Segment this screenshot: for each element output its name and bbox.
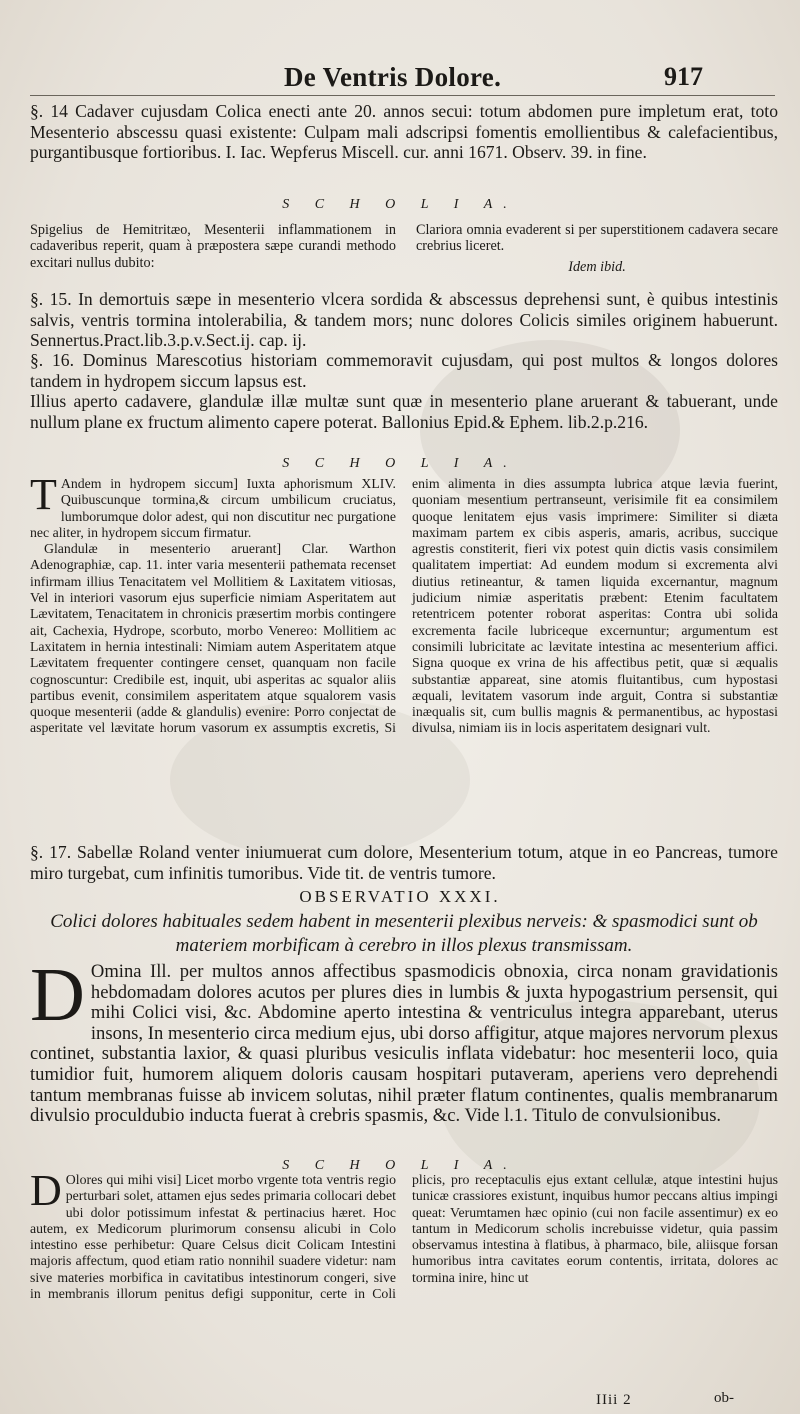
page-header <box>0 62 800 98</box>
drop-cap: D <box>30 953 85 1037</box>
observation-number: OBSERVATIO XXXI. <box>299 887 501 906</box>
observation-title: Colici dolores habituales sedem habent in mesenterii plexibus nerveis: & spasmodici sunt ob materiem morbificam à cerebro in illos plexus transmissam. <box>50 911 758 956</box>
scholia-block-3 <box>30 1166 778 1384</box>
paragraph-16-continued: Illius aperto cadavere, glandulæ illæ multæ sunt quæ in mesenterio plane aruerant & tabuerant, unde nullum plane ex fructum alimento capere poterat. Ballonius Epid.& Ephem. lib.2.p.216. <box>30 391 778 432</box>
paragraph-15: §. 15. In demortuis sæpe in mesenterio vlcera sordida & abscessus deprehensi sunt, è quibus intestinis salvis, ventris tormina intolerabilia, & tandem mors; nunc dolores Colicis similes originem habuerunt. Sennertus.Pract.lib.3.p.v.Sect.ij. cap. ij. <box>30 289 778 351</box>
drop-cap: T <box>30 470 57 519</box>
scholia-heading: S C H O L I A. <box>282 197 518 212</box>
page-number: 917 <box>664 62 703 91</box>
signature-mark: IIii 2 <box>596 1392 632 1408</box>
scholia-heading: S C H O L I A. <box>282 456 518 471</box>
scholia-block-2 <box>30 470 778 836</box>
header-rule <box>30 95 775 96</box>
observation-body: D Omina Ill. per multos annos affectibus spasmodicis obnoxia, circa nonam gravidationis hebdomadam dolores acutos per plures dies in lumbis & juxta hypogastrium persensit, qui mihi Colici visi, &c. Abdomine aperto intestina & ventriculus integra apparebant, uterus insons, In mesenterio circa medium ejus, ubi dorso affigitur, atque majores nervorum plexus continet, substantia laxior, & quasi pluribus vesiculis inflata videbatur: hoc mesenterii loco, quia tumidior fuit, humorem aliquem doloris causam hospitari putaveram, aperiens vero deprehendi tantum membranas fuisse ab invicem solutas, nihil præter flatum continentes, qualis membranarum divulsio proculdubio inducta fuerat à crebris spasmis, &c. Vide l.1. Titulo de convulsionibus. <box>30 953 778 1127</box>
scholia-3-paragraph-1: D Olores qui mihi visi] Licet morbo vrgente tota ventris regio perturbari solet, attamen ejus sedes primaria collocari debet ubi dolor potissimum infestat & pertinacius hæret. Hoc autem, ex Medicorum plurimorum consensu alicubi in Colo intestino esse perhibetur: Quare Celsus dicit Colicam Intestini majoris affectum, quod etiam ratio nonnihil suadere videtur: nam sive materies morbifica in cavitatibus intestinorum congeri, sive in membranis illorum penitus defigi supponitur, certe in Coli plicis, pro receptaculis ejus extant cellulæ, atque intestini hujus tunicæ crassiores existunt, inquibus humor peccans altius impingi queat: Verumtamen hæc opinio (cui non facile assentimur) ex eo tantum in Medicorum scholis increbuisse videtur, quia passim observamus intestina à flatibus, à pharmaco, bile, aliisque forsan humoribus intra cavitates eorum contentis, irritata, dolores ac tormina inire, hinc ut <box>30 1166 778 1302</box>
paragraph-17: §. 17. Sabellæ Roland venter iniumuerat cum dolore, Mesenterium totum, atque in eo Pancreas, tumore miro turgebat, cum infinitis tumoribus. Vide tit. de ventris tumore. <box>30 842 778 883</box>
running-title: De Ventris Dolore. <box>284 62 502 92</box>
scholia-heading: S C H O L I A. <box>282 1158 518 1173</box>
scholia-1-attribution: Idem ibid. <box>568 259 626 275</box>
scholia-2-paragraph-2: Glandulæ in mesenterio aruerant] Clar. Warthon Adenographiæ, cap. 11. inter varia mesenterii pathemata recenset infirmam illius Tenacitatem vel Mollitiem & Laxitatem vitiosas, Vel in interiori vasorum ejus superficie nimiam Asperitatem aut Lævitatem, Tenacitatem in chronicis præsertim morbis contingere ait, Cachexia, Hydrope, scorbuto, morbo Venereo: Mollitiem ac Laxitatem in hernia intestinali: Nimiam autem Asperitatem atque Lævitatem frequenter contingere censet, quanquam non facile cognoscuntur: Credibile est, inquit, ubi asperitas ac squalor aliis partibus evenit, consimilem asperitatem atque squalorem vasis quoque mesenterii (adde & glandulis) evenire: Porro conjectat de asperitate vel lævitate horum vasorum ex assumptis excretis, Si enim alimenta in dies assumpta lubrica atque lævia fuerint, quoniam mesentium pertranseunt, verisimile fit ea consimilem quoque lenitatem ejus vasis imprimere: Similiter si diæta maximam partem ex cibis asperis, amaris, acribus, succique agrestis constiterit, fieri vix potest quin dictis vasis consimilem qualitatem impertiat: Ad eundem modum si excrementa alvi diutius retineantur, & tamen liquida excernantur, magnum judicium nimiæ asperitatis præbent: Etenim facultatem retentricem potenter roborat asperitas: Contra ubi solida excrementa facile lubriceque excernuntur; argumentum est consimili lubricitate ac lævitate intestina ac mesenterium affici. Signa quoque ex vrina de his affectibus petit, quæ si æqualis substantiæ appareat, sine atomis fluitantibus, cum hypostasi æquali, levitatem vasorum inde arguit, Contra si substantiæ inæqualis sit, cum bullis magnis & permanentibus, ac hypostasi divulsa, nimiam iis in locis asperitatem designari vult. <box>30 476 778 736</box>
paragraph-16: §. 16. Dominus Marescotius historiam commemoravit cujusdam, qui post multos & longos dolores tandem in hydropem siccum lapsus est. <box>30 350 778 391</box>
paragraph-14: §. 14 Cadaver cujusdam Colica enecti ante 20. annos secui: totum abdomen pure impletum erat, toto Mesenterio abscessu quasi existente: Culpam mali adscripsi fomentis emollientibus & calefacientibus, purgantibusque fortioribus. I. Iac. Wepferus Miscell. cur. anni 1671. Observ. 39. in fine. <box>30 101 778 163</box>
catchword: ob- <box>714 1390 734 1406</box>
scholia-1-right: Clariora omnia evaderent si per superstitionem cadavera secare crebrius liceret. <box>416 222 778 255</box>
scholia-2-paragraph-1: T Andem in hydropem siccum] Iuxta aphorismum XLIV. Quibuscunque tormina,& circum umbilicum cruciatus, lumborumque dolor adest, qui non discutitur nec purgatione nec aliter, in hydropem siccum firmatur. <box>30 470 396 540</box>
drop-cap: D <box>30 1166 62 1215</box>
scholia-1-left: Spigelius de Hemitritæo, Mesenterii inflammationem in cadaveribus reperit, quam à præpostera sæpe curandi methodo excitari nullus dubito: <box>30 222 396 271</box>
